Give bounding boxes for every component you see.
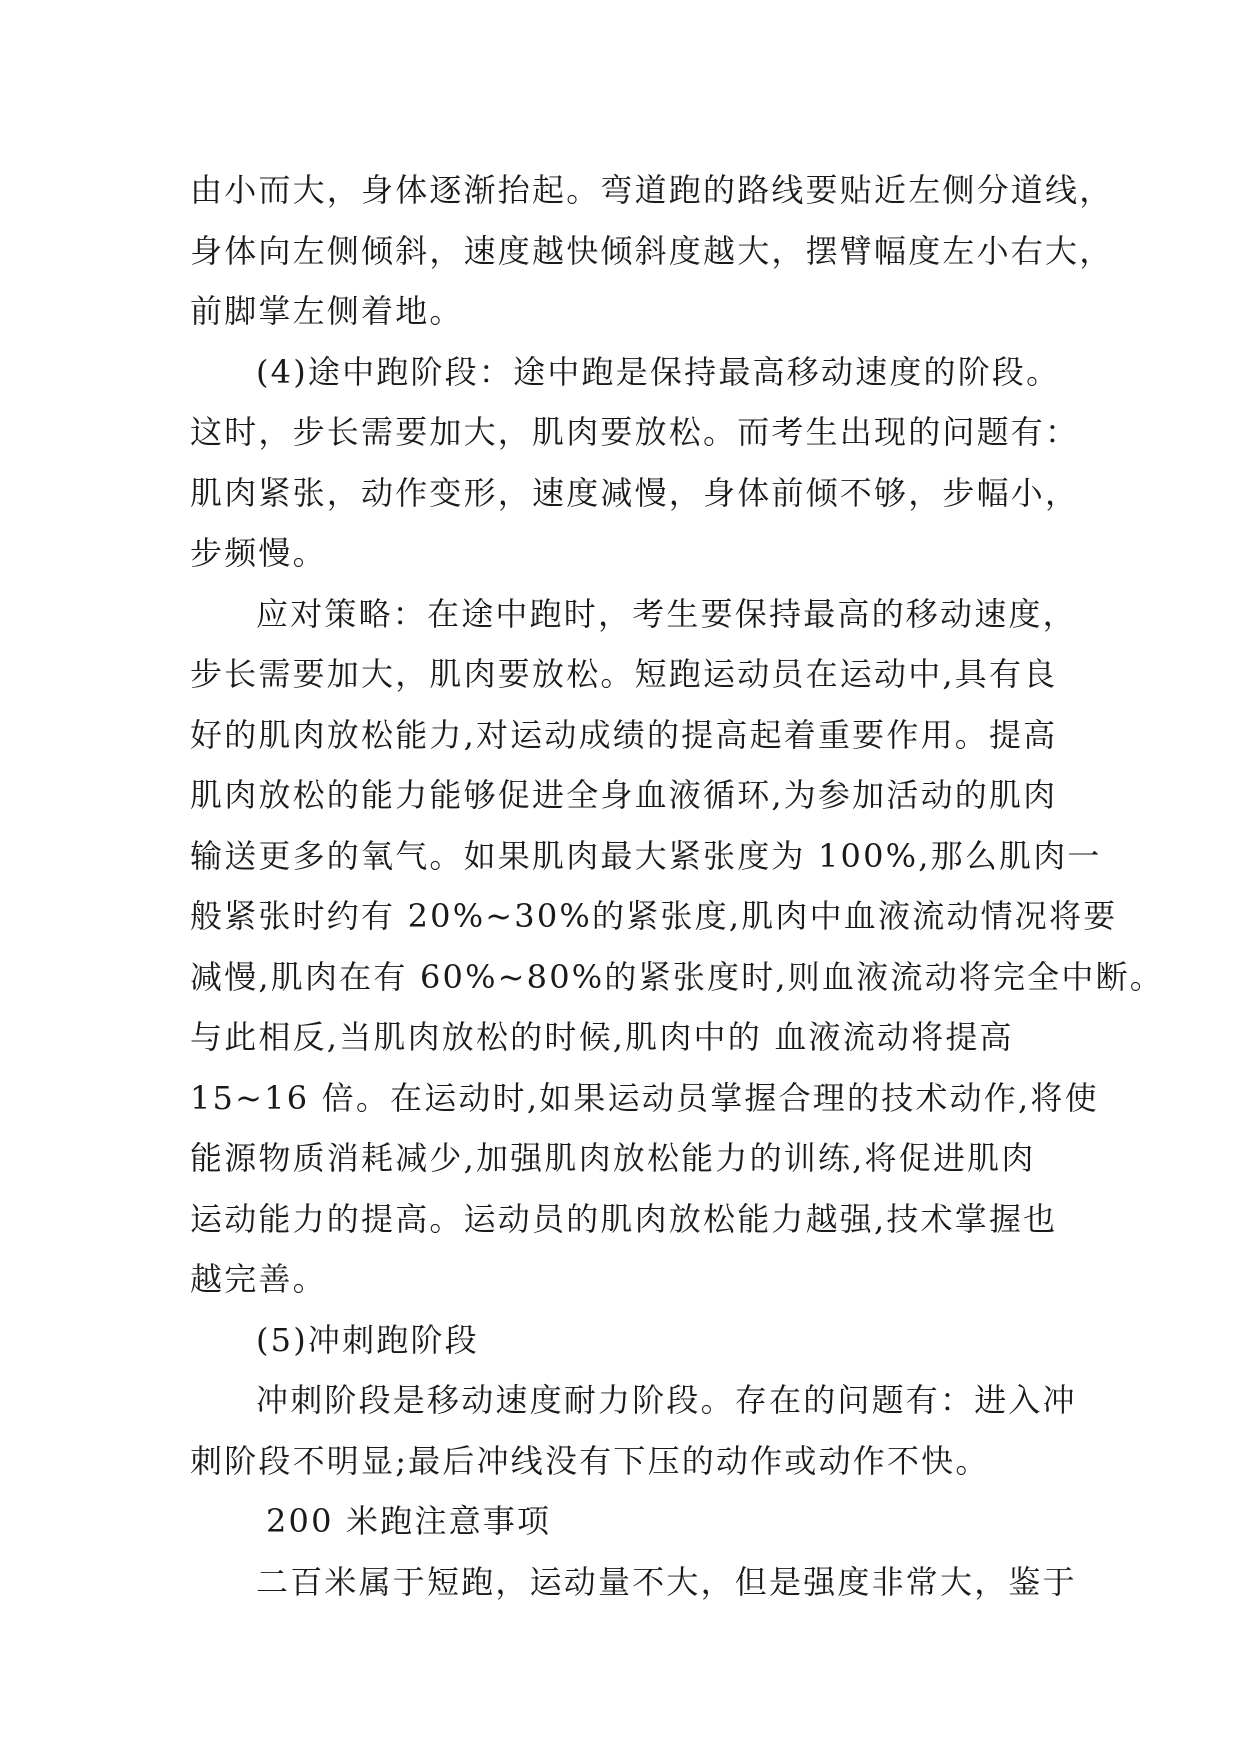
paragraph-start-line: (4)途中跑阶段：途中跑是保持最高移动速度的阶段。	[256, 352, 1061, 391]
section-heading: (5)冲刺跑阶段	[256, 1320, 479, 1359]
text-line: 步长需要加大，肌肉要放松。短跑运动员在运动中,具有良	[190, 655, 1058, 693]
text-line: 般紧张时约有 20%~30%的紧张度,肌肉中血液流动情况将要	[190, 897, 1118, 935]
text-line: 输送更多的氧气。如果肌肉最大紧张度为 100%,那么肌肉一	[190, 836, 1102, 875]
section-heading: 200 米跑注意事项	[266, 1502, 552, 1540]
text-line: 15~16 倍。在运动时,如果运动员掌握合理的技术动作,将使	[190, 1078, 1099, 1117]
document-page	[190, 160, 1164, 1612]
text-line: 身体向左侧倾斜，速度越快倾斜度越大，摆臂幅度左小右大，	[190, 231, 1114, 270]
text-line: 肌肉紧张，动作变形，速度减慢，身体前倾不够，步幅小，	[190, 473, 1080, 512]
paragraph-start-line: 冲刺阶段是移动速度耐力阶段。存在的问题有：进入冲	[256, 1381, 1077, 1419]
text-line: 刺阶段不明显;最后冲线没有下压的动作或动作不快。	[190, 1441, 990, 1480]
paragraph-start-line: 二百米属于短跑，运动量不大，但是强度非常大，鉴于	[256, 1562, 1077, 1601]
text-line: 好的肌肉放松能力,对运动成绩的提高起着重要作用。提高	[190, 715, 1058, 754]
text-line: 前脚掌左侧着地。	[190, 292, 464, 330]
text-line: 这时，步长需要加大，肌肉要放松。而考生出现的问题有：	[190, 413, 1080, 451]
text-line: 运动能力的提高。运动员的肌肉放松能力越强,技术掌握也	[190, 1199, 1058, 1238]
text-line: 步频慢。	[190, 534, 327, 572]
text-line: 越完善。	[190, 1260, 327, 1298]
text-line: 能源物质消耗减少,加强肌肉放松能力的训练,将促进肌肉	[190, 1139, 1036, 1177]
paragraph-start-line: 应对策略：在途中跑时，考生要保持最高的移动速度，	[256, 594, 1077, 633]
text-line: 减慢,肌肉在有 60%~80%的紧张度时,则血液流动将完全中断。	[190, 957, 1164, 996]
text-line: 肌肉放松的能力能够促进全身血液循环,为参加活动的肌肉	[190, 776, 1058, 814]
text-line: 与此相反,当肌肉放松的时候,肌肉中的 血液流动将提高	[190, 1018, 1014, 1056]
text-line: 由小而大，身体逐渐抬起。弯道跑的路线要贴近左侧分道线，	[190, 171, 1114, 209]
